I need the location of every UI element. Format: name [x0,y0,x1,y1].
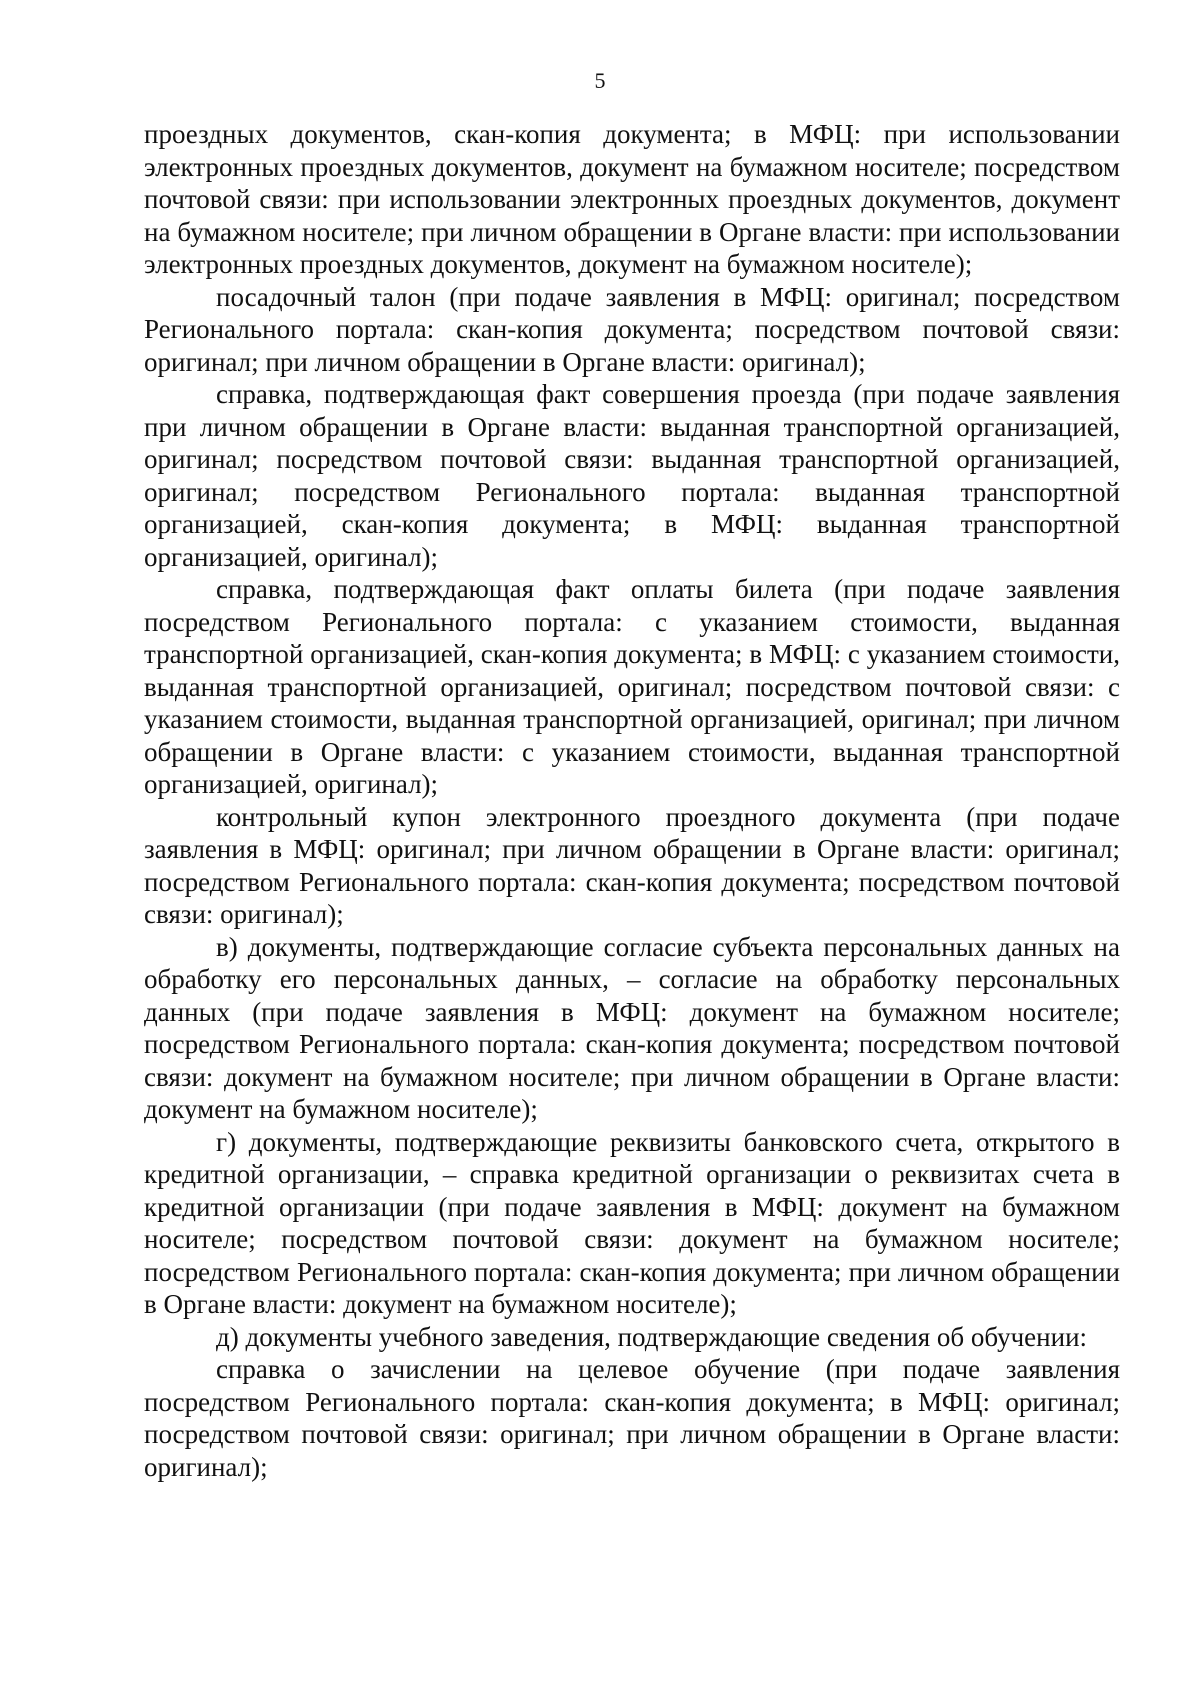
page-number: 5 [594,68,606,93]
paragraph-item-v-personal-data-consent: в) документы, подтверждающие согласие субъекта персональных данных на обработку его персональных данных, – согласие на обработку персональных данных (при подаче заявления в МФЦ: документ на бумажном носителе; посредством Регионального портала: скан-копия документа; посредством почтовой связи: документ на бумажном носителе; при личном обращении в Органе власти: документ на бумажном носителе); [144,931,1120,1124]
paragraph-continued-travel-documents: проездных документов, скан-копия документа; в МФЦ: при использовании электронных проездных документов, документ на бумажном носителе; посредством почтовой связи: при использовании электронных проездных документов, документ на бумажном носителе; при личном обращении в Органе власти: при использовании электронных проездных документов, документ на бумажном носителе); [144,119,1120,279]
paragraph-travel-fact-certificate: справка, подтверждающая факт совершения проезда (при подаче заявления при личном обращении в Органе власти: выданная транспортной организацией, оригинал; посредством почтовой связи: выданная транспортной организацией, оригинал; посредством Регионального портала: выданная транспортной организацией, скан-копия документа; в МФЦ: выданная транспортной организацией, оригинал); [144,379,1120,572]
paragraph-ticket-payment-certificate: справка, подтверждающая факт оплаты билета (при подаче заявления посредством Регионального портала: с указанием стоимости, выданная транспортной организацией, скан-копия документа; в МФЦ: с указанием стоимости, выданная транспортной организацией, оригинал; посредством почтовой связи: с указанием стоимости, выданная транспортной организацией, оригинал; при личном обращении в Органе власти: с указанием стоимости, выданная транспортной организацией, оригинал); [144,574,1120,799]
paragraph-targeted-training-certificate: справка о зачислении на целевое обучение (при подаче заявления посредством Регионального портала: скан-копия документа; в МФЦ: оригинал; посредством почтовой связи: оригинал; при личном обращении в Органе власти: оригинал); [144,1354,1120,1482]
document-body [144,118,1120,1483]
paragraph-item-d-education-documents: д) документы учебного заведения, подтверждающие сведения об обучении: [216,1321,1088,1352]
paragraph-item-g-bank-account: г) документы, подтверждающие реквизиты банковского счета, открытого в кредитной организации, – справка кредитной организации о реквизитах счета в кредитной организации (при подаче заявления в МФЦ: документ на бумажном носителе; посредством почтовой связи: документ на бумажном носителе; посредством Регионального портала: скан-копия документа; при личном обращении в Органе власти: документ на бумажном носителе); [144,1126,1120,1319]
paragraph-control-coupon: контрольный купон электронного проездного документа (при подаче заявления в МФЦ: оригинал; при личном обращении в Органе власти: оригинал; посредством Регионального портала: скан-копия документа; посредством почтовой связи: оригинал); [144,801,1120,929]
paragraph-boarding-pass: посадочный талон (при подаче заявления в МФЦ: оригинал; посредством Регионального портала: скан-копия документа; посредством почтовой связи: оригинал; при личном обращении в Органе власти: оригинал); [144,281,1120,377]
